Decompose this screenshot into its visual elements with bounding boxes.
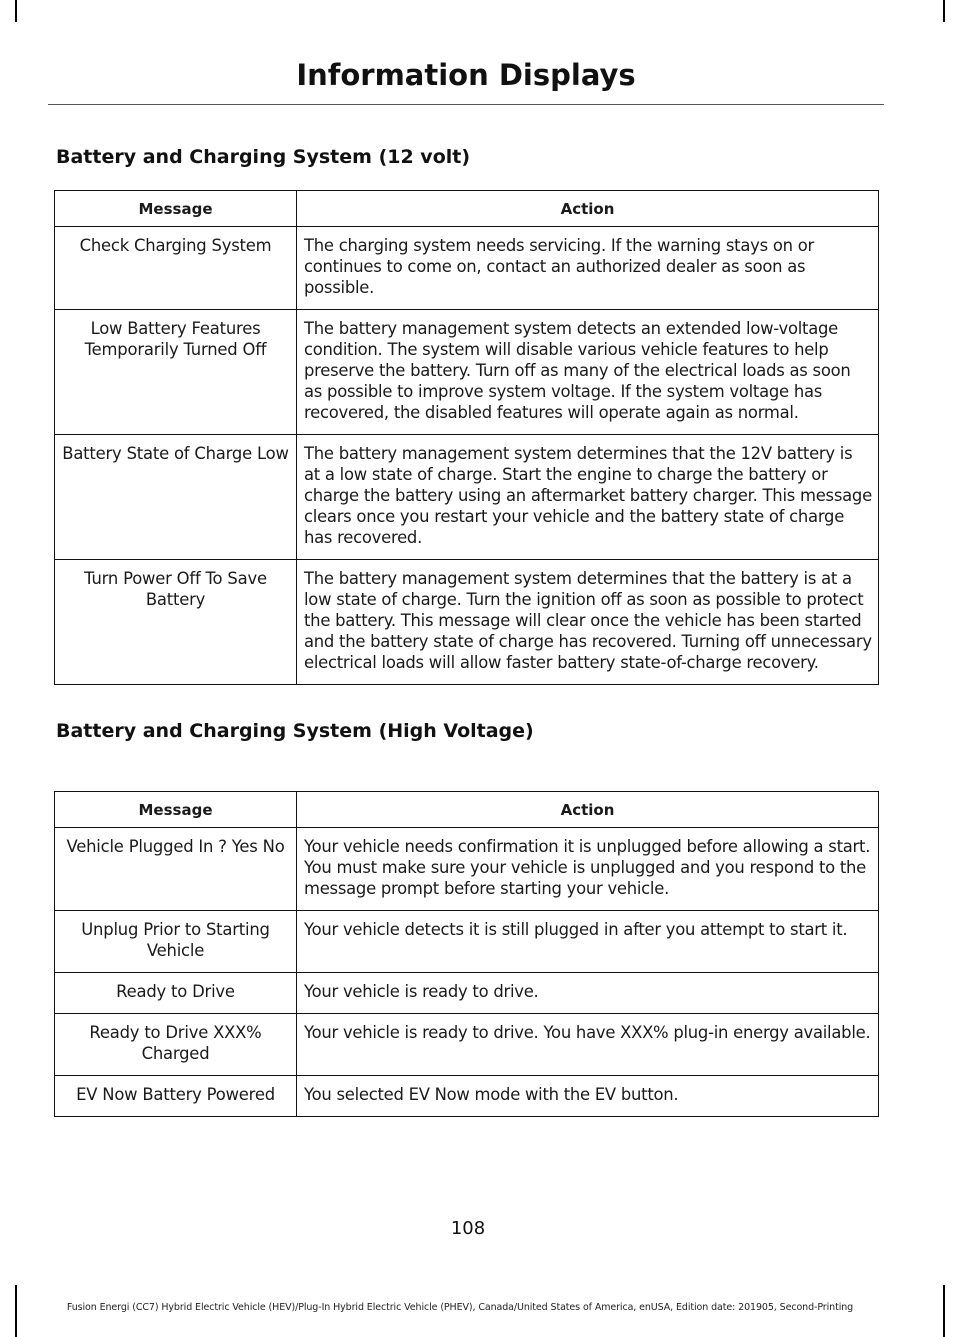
- message-cell: Battery State of Charge Low: [55, 435, 297, 560]
- column-header-action: Action: [297, 792, 879, 828]
- action-cell: Your vehicle is ready to drive.: [297, 973, 879, 1014]
- message-cell: Turn Power Off To Save Battery: [55, 560, 297, 685]
- page-number: 108: [450, 1218, 486, 1239]
- message-cell: Ready to Drive XXX% Charged: [55, 1014, 297, 1076]
- crop-mark-top-right: [943, 0, 945, 22]
- table-row: [55, 560, 879, 685]
- table-high-voltage: [54, 791, 879, 1117]
- header-divider: [48, 104, 884, 105]
- message-cell: Ready to Drive: [55, 973, 297, 1014]
- table-row: [55, 1014, 879, 1076]
- message-cell: Check Charging System: [55, 227, 297, 310]
- action-cell: Your vehicle needs confirmation it is unplugged before allowing a start. You must make sure your vehicle is unplugged and you respond to the message prompt before starting your vehicle.: [297, 828, 879, 911]
- column-header-action: Action: [297, 191, 879, 227]
- column-header-message: Message: [55, 792, 297, 828]
- action-cell: The battery management system detects an extended low-voltage condition. The system will disable various vehicle features to help preserve the battery. Turn off as many of the electrical loads as soon as possible to improve system voltage. If the system voltage has recovered, the disabled features will operate again as normal.: [297, 310, 879, 435]
- message-cell: Vehicle Plugged In ? Yes No: [55, 828, 297, 911]
- table-header-row: [55, 191, 879, 227]
- table-row: [55, 227, 879, 310]
- table-row: [55, 1076, 879, 1117]
- table-row: [55, 828, 879, 911]
- message-cell: Unplug Prior to Starting Vehicle: [55, 911, 297, 973]
- table-row: [55, 435, 879, 560]
- crop-mark-bottom-right: [943, 1285, 945, 1337]
- crop-mark-top-left: [15, 0, 17, 22]
- section-title-high-voltage: Battery and Charging System (High Voltage): [56, 720, 534, 742]
- action-cell: The charging system needs servicing. If the warning stays on or continues to come on, contact an authorized dealer as soon as possible.: [297, 227, 879, 310]
- column-header-message: Message: [55, 191, 297, 227]
- page-header-title: Information Displays: [296, 58, 636, 92]
- message-cell: Low Battery Features Temporarily Turned Off: [55, 310, 297, 435]
- action-cell: Your vehicle detects it is still plugged in after you attempt to start it.: [297, 911, 879, 973]
- action-cell: You selected EV Now mode with the EV button.: [297, 1076, 879, 1117]
- section-title-12-volt: Battery and Charging System (12 volt): [56, 146, 471, 168]
- table-row: [55, 310, 879, 435]
- action-cell: The battery management system determines that the battery is at a low state of charge. Turn the ignition off as soon as possible to protect the battery. This message will clear once the vehicle has been started and the battery state of charge has recovered. Turning off unnecessary electrical loads will allow faster battery state-of-charge recovery.: [297, 560, 879, 685]
- footer-edition-info: Fusion Energi (CC7) Hybrid Electric Vehicle (HEV)/Plug-In Hybrid Electric Vehicle (PHEV), Canada/United States of America, enUSA, Edition date: 201905, Second-Printing: [66, 1302, 854, 1313]
- table-row: [55, 973, 879, 1014]
- table-12-volt: [54, 190, 879, 685]
- table-header-row: [55, 792, 879, 828]
- message-cell: EV Now Battery Powered: [55, 1076, 297, 1117]
- action-cell: Your vehicle is ready to drive. You have XXX% plug-in energy available.: [297, 1014, 879, 1076]
- table-row: [55, 911, 879, 973]
- action-cell: The battery management system determines that the 12V battery is at a low state of charge. Start the engine to charge the battery or charge the battery using an aftermarket battery charger. This message clears once you restart your vehicle and the battery state of charge has recovered.: [297, 435, 879, 560]
